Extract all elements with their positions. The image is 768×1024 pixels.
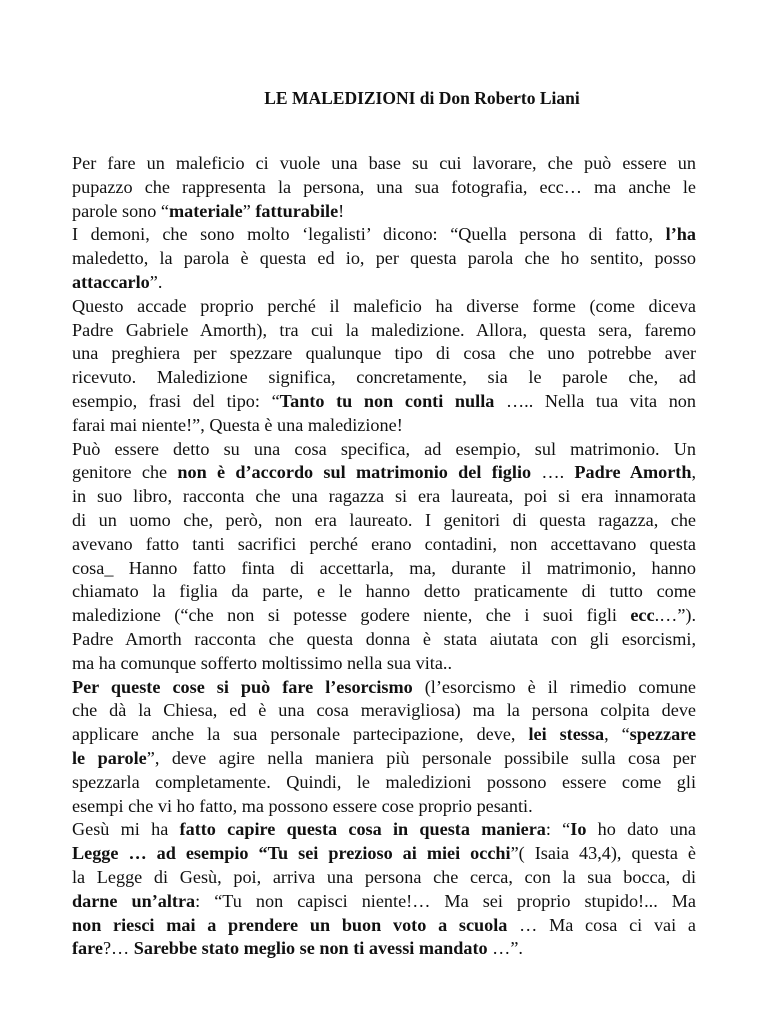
- bold-text: Sarebbe stato meglio se non ti avessi mandato: [133, 938, 488, 959]
- text: ma ha comunque sofferto moltissimo nella sua vita..: [72, 652, 453, 673]
- bold-text: Per queste cose si può fare l’esorcismo: [72, 676, 413, 697]
- text-line: [72, 484, 696, 508]
- text: ”, deve agire nella maniera più personale possibile sulla cosa per: [146, 748, 696, 768]
- text-line: [72, 199, 696, 223]
- text-line: [72, 794, 696, 818]
- bold-text: fatto capire questa cosa in questa maniera: [179, 819, 546, 840]
- bold-text: ecc: [630, 605, 655, 626]
- text-line: [72, 318, 696, 342]
- bold-text: darne un’altra: [72, 890, 196, 911]
- text: maledizione (“che non si potesse godere niente, che i suoi figli: [72, 605, 631, 626]
- bold-text: lei stessa: [528, 724, 605, 745]
- text-line: [72, 698, 696, 722]
- text-line: [72, 651, 696, 675]
- text: Padre Amorth racconta che questa donna è stata aiutata con gli esorcismi,: [72, 629, 696, 649]
- text: una preghiera per spezzare qualunque tipo di cosa che uno potrebbe aver: [72, 343, 696, 364]
- text-line: [72, 936, 696, 960]
- bold-text: fatturabile: [255, 200, 339, 221]
- text: ”: [242, 200, 256, 221]
- text: la Legge di Gesù, poi, arriva una persona che cerca, con la sua bocca, di: [72, 867, 696, 887]
- bold-text: non riesci mai a prendere un buon voto a scuola: [72, 914, 508, 935]
- text: … Ma cosa ci vai a: [507, 914, 696, 935]
- text: …”.: [487, 938, 523, 959]
- text-line: [72, 175, 696, 199]
- text-line: [72, 841, 696, 865]
- text-line: [72, 865, 696, 889]
- text: ,: [691, 462, 697, 483]
- document-title: LE MALEDIZIONI di Don Roberto Liani: [264, 88, 580, 108]
- text: farai mai niente!”, Questa è una maledizione!: [72, 414, 403, 435]
- text: esempio, frasi del tipo: “: [72, 391, 280, 411]
- text: Questo accade proprio perché il maleficio ha diverse forme (come diceva: [72, 295, 696, 316]
- text: esempi che vi ho fatto, ma possono essere cose proprio pesanti.: [72, 795, 533, 816]
- bold-text: attaccarlo: [72, 272, 150, 292]
- text-line: [72, 460, 696, 484]
- bold-text: fare: [72, 938, 103, 959]
- text-line: [72, 532, 696, 556]
- text-line: [72, 151, 696, 175]
- text: di un uomo che, però, non era laureato. I genitori di questa ragazza, che: [72, 510, 696, 530]
- text: (l’esorcismo è il rimedio comune: [412, 676, 697, 697]
- text-line: [72, 437, 696, 461]
- bold-text: l’ha: [665, 224, 696, 245]
- text: parole sono “: [72, 200, 169, 221]
- text-line: [72, 722, 696, 746]
- text-line: [72, 675, 696, 699]
- text-line: [72, 817, 696, 841]
- text-line: [72, 246, 696, 270]
- text: spezzarla completamente. Quindi, le maledizioni possono essere come gli: [72, 771, 696, 792]
- bold-text: spezzare: [629, 724, 696, 745]
- text: applicare anche la sua personale partecipazione, deve,: [72, 724, 529, 745]
- text: ?…: [102, 938, 134, 959]
- text: Per fare un maleficio ci vuole una base su cui lavorare, che può essere un: [72, 153, 696, 173]
- text: in suo libro, racconta che una ragazza si era laureata, poi si era innamorata: [72, 486, 696, 507]
- text: .…”).: [654, 605, 696, 626]
- bold-text: Legge … ad esempio “Tu sei prezioso ai miei occhi: [72, 843, 511, 864]
- text-line: [72, 579, 696, 603]
- text-line: [72, 341, 696, 365]
- text: genitore che: [72, 462, 178, 483]
- text: !: [338, 200, 345, 221]
- bold-text: Io: [570, 819, 587, 840]
- text: pupazzo che rappresenta la persona, una sua fotografia, ecc… ma anche le: [72, 176, 696, 197]
- text: ”.: [149, 272, 163, 292]
- bold-text: Padre Amorth: [574, 462, 692, 483]
- text-line: [72, 556, 696, 580]
- text: Gesù mi ha: [72, 819, 180, 840]
- text-line: [72, 413, 696, 437]
- text: Può essere detto su una cosa specifica, ad esempio, sul matrimonio. Un: [72, 438, 696, 459]
- text-line: [72, 294, 696, 318]
- text-line: [72, 222, 696, 246]
- text: Padre Gabriele Amorth), tra cui la maledizione. Allora, questa sera, faremo: [72, 319, 696, 340]
- text-line: [72, 603, 696, 627]
- text-line: [72, 365, 696, 389]
- text-line: [72, 913, 696, 937]
- text: : “: [545, 819, 571, 840]
- text: ….: [531, 462, 575, 483]
- bold-text: materiale: [168, 200, 243, 221]
- text: che dà la Chiesa, ed è una cosa meravigliosa) ma la persona colpita deve: [72, 700, 696, 721]
- bold-text: le parole: [72, 748, 147, 768]
- text: ”( Isaia 43,4), questa è: [510, 843, 696, 864]
- text: cosa_ Hanno fatto finta di accettarla, ma, durante il matrimonio, hanno: [72, 557, 696, 578]
- text: I demoni, che sono molto ‘legalisti’ dicono: “Quella persona di fatto,: [72, 224, 666, 245]
- bold-text: Tanto tu non conti nulla: [279, 391, 495, 411]
- text-line: [72, 270, 696, 294]
- text: : “Tu non capisci niente!… Ma sei proprio stupido!... Ma: [195, 890, 697, 911]
- text-line: [72, 889, 696, 913]
- text: avevano fatto tanti sacrifici perché erano contadini, non accettavano questa: [72, 533, 696, 554]
- text-line: [72, 627, 696, 651]
- text-line: [72, 746, 696, 770]
- text: maledetto, la parola è questa ed io, per questa parola che ho sentito, posso: [72, 248, 696, 269]
- text-line: [72, 770, 696, 794]
- bold-text: non è d’accordo sul matrimonio del figlio: [177, 462, 532, 483]
- text: chiamato la figlia da parte, e le hanno detto praticamente di tutto come: [72, 581, 696, 602]
- text: ho dato una: [586, 819, 696, 840]
- text: ricevuto. Maledizione significa, concretamente, sia le parole che, ad: [72, 367, 696, 388]
- text-line: [72, 508, 696, 532]
- text-line: [72, 389, 696, 413]
- text: , “: [604, 724, 630, 745]
- text: ….. Nella tua vita non: [494, 391, 696, 411]
